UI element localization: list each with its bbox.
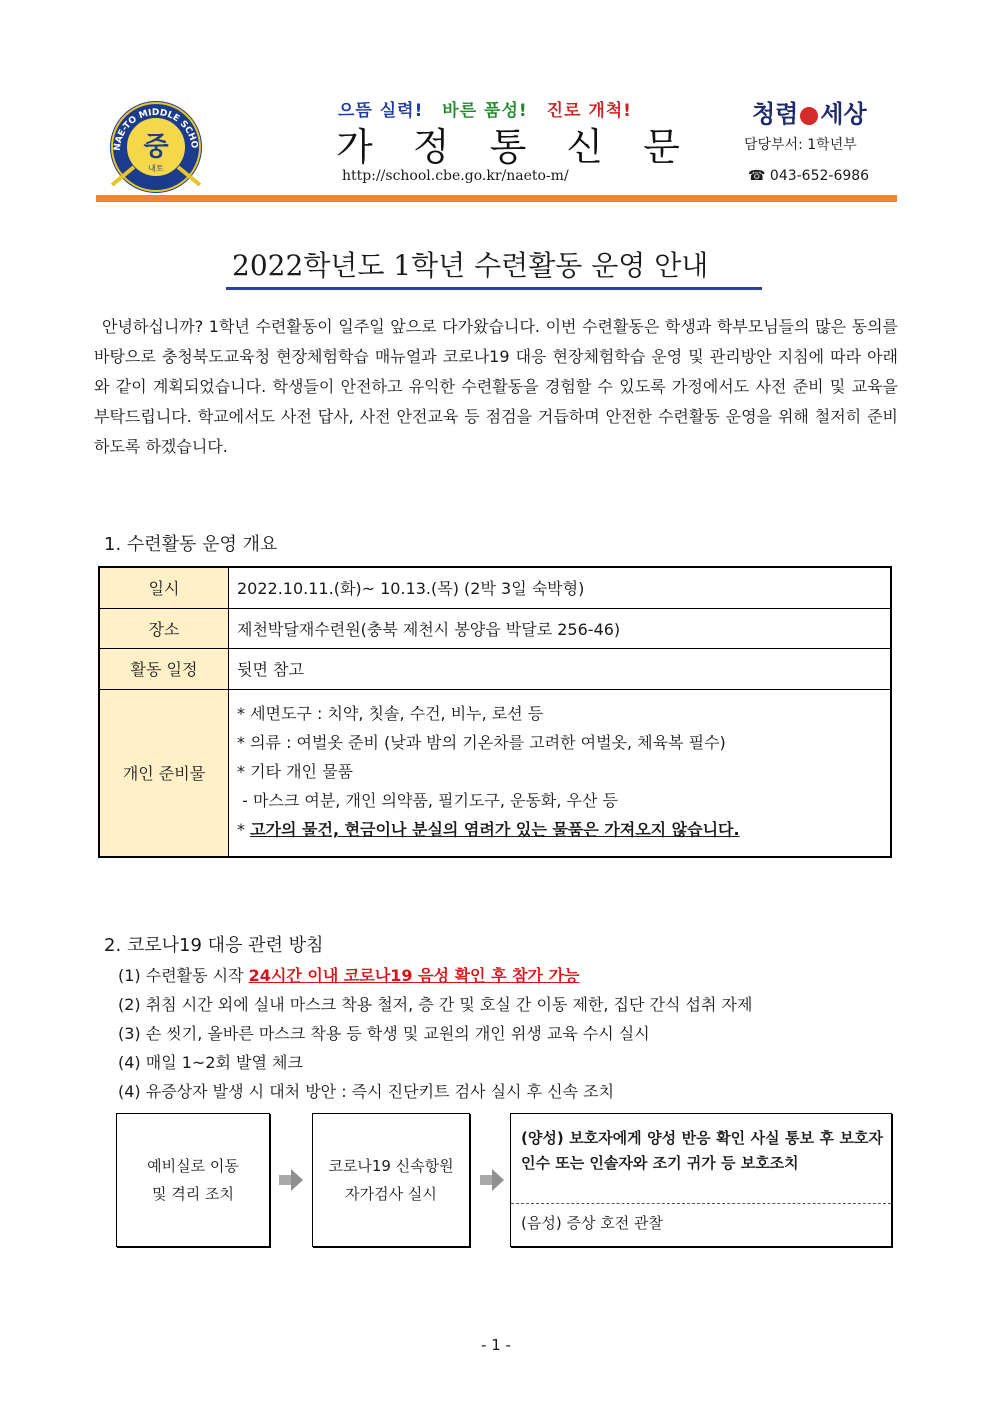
page-number: - 1 - — [481, 1336, 511, 1354]
header-rule — [96, 195, 897, 202]
phone-number: 043-652-6986 — [769, 168, 870, 184]
list-item: (2) 취침 시간 외에 실내 마스크 착용 철저, 층 간 및 호실 간 이동 제한, 집단 간식 섭취 자제 — [118, 995, 753, 1014]
row-label: 개인 준비물 — [99, 689, 229, 857]
slogan-part-1: 으뜸 실력! — [338, 101, 424, 121]
flow-result-box — [510, 1113, 892, 1247]
department: 담당부서: 1학년부 — [744, 137, 857, 153]
row-value: 2022.10.11.(화)~ 10.13.(목) (2박 3일 숙박형) — [229, 567, 892, 608]
school-logo — [104, 97, 208, 193]
list-item: (4) 유증상자 발생 시 대처 방안 : 즉시 진단키트 검사 실시 후 신속 조치 — [118, 1082, 615, 1101]
prep-item: * 세면도구 : 치약, 칫솔, 수건, 비누, 로션 등 — [237, 704, 544, 724]
prep-item: * 의류 : 여벌옷 준비 (낮과 밤의 기온차를 고려한 여벌옷, 체육복 필수) — [237, 733, 726, 753]
section1-heading: 1. 수련활동 운영 개요 — [104, 534, 278, 555]
list-item — [118, 961, 752, 990]
flow-step-isolation — [116, 1113, 270, 1247]
row-label: 활동 일정 — [99, 648, 229, 689]
prep-warning-prefix: * — [237, 820, 251, 840]
brand-logo — [752, 94, 867, 129]
brand-right-text: 세상 — [820, 99, 867, 128]
title-underline — [226, 287, 762, 290]
row-label: 일시 — [99, 567, 229, 608]
list-item: (4) 매일 1~2회 발열 체크 — [118, 1053, 303, 1072]
prep-items — [229, 689, 892, 857]
table-row — [99, 648, 891, 689]
brand-dot-icon — [800, 107, 818, 125]
overview-table — [98, 566, 892, 858]
flow-step-text: 코로나19 신속항원 — [328, 1157, 454, 1175]
logo-bottom-text: 내토 — [148, 164, 164, 173]
row-value: 제천박달재수련원(충북 제천시 봉양읍 박달로 256-46) — [229, 608, 892, 648]
prep-item: * 기타 개인 물품 — [237, 762, 353, 782]
row-value: 뒷면 참고 — [229, 648, 892, 689]
phone-icon: ☎ — [748, 168, 766, 184]
newsletter-title: 가 정 통 신 문 — [336, 125, 694, 169]
list-item: (3) 손 씻기, 올바른 마스크 착용 등 학생 및 교원의 개인 위생 교육 수시 실시 — [118, 1024, 650, 1043]
slogan-part-2: 바른 품성! — [442, 101, 528, 121]
document-title: 2022학년도 1학년 수련활동 운영 안내 — [232, 249, 709, 282]
flow-step-text: 자가검사 실시 — [345, 1185, 437, 1203]
prep-warning-text: 고가의 물건, 현금이나 분실의 염려가 있는 물품은 가져오지 않습니다. — [250, 820, 740, 840]
phone-line — [748, 168, 869, 184]
school-url: http://school.cbe.go.kr/naeto-m/ — [342, 168, 569, 184]
item1-highlight: 24시간 이내 코로나19 음성 확인 후 참가 가능 — [248, 966, 580, 985]
flow-step-text: 예비실로 이동 — [147, 1157, 239, 1175]
item1-prefix: (1) 수련활동 시작 — [118, 966, 249, 985]
result-divider — [511, 1203, 891, 1204]
table-row — [99, 608, 891, 648]
table-row — [99, 689, 891, 857]
section2-heading: 2. 코로나19 대응 관련 방침 — [104, 935, 324, 956]
slogan-part-3: 진로 개척! — [546, 101, 632, 121]
row-label: 장소 — [99, 608, 229, 648]
result-negative: (음성) 증상 호전 관찰 — [521, 1214, 663, 1232]
covid-policy-list — [118, 961, 752, 1106]
logo-ring-text: NAE-TO MIDDLE SCHO — [112, 107, 200, 152]
prep-warning — [237, 815, 882, 844]
intro-paragraph: 안녕하십니까? 1학년 수련활동이 일주일 앞으로 다가왔습니다. 이번 수련활동은 학생과 학부모님들의 많은 동의를 바탕으로 충청북도교육청 현장체험학습 매뉴얼과 코로나19 대응 현장체험학습 운영 및 관리방안 지침에 따라 아래와 같이 계획되었습니다. 학생들이 안전하고 유익한 수련활동을 경험할 수 있도록 가정에서도 사전 준비 및 교육을 부탁드립니다. 학교에서도 사전 답사, 사전 안전교육 등 점검을 거듭하며 안전한 수련활동 운영을 위해 철저히 준비하도록 하겠습니다. — [94, 317, 898, 456]
flow-step-test — [312, 1113, 470, 1247]
result-positive: (양성) 보호자에게 양성 반응 확인 사실 통보 후 보호자 인수 또는 인솔자와 조기 귀가 등 보호조치 — [521, 1129, 883, 1172]
logo-center-text: 중 — [143, 132, 169, 162]
flow-step-text: 및 격리 조치 — [152, 1185, 234, 1203]
brand-left-text: 청렴 — [752, 99, 799, 128]
table-row — [99, 567, 891, 608]
prep-item: - 마스크 여분, 개인 의약품, 필기도구, 운동화, 우산 등 — [237, 791, 619, 811]
